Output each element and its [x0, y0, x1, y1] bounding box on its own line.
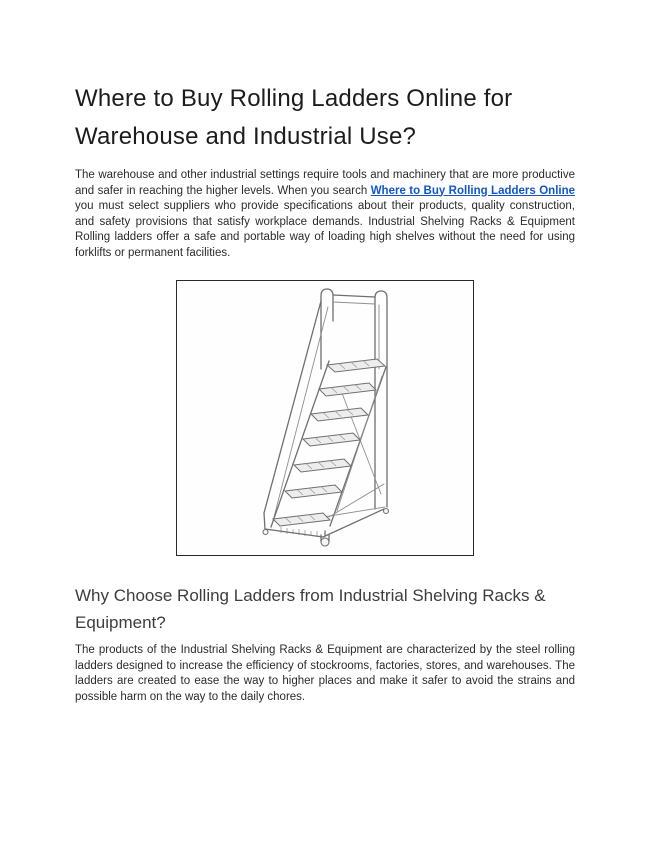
front-caster-wheel	[263, 530, 268, 535]
intro-paragraph	[75, 168, 575, 261]
front-leg	[264, 513, 265, 529]
section-heading: Why Choose Rolling Ladders from Industrial Shelving Racks & Equipment?	[75, 586, 546, 632]
rolling-ladder-illustration	[177, 281, 473, 555]
buy-rolling-ladders-link[interactable]: Where to Buy Rolling Ladders Online	[370, 184, 575, 197]
tread-4	[303, 433, 360, 446]
tread-5	[311, 408, 368, 421]
page-title: Where to Buy Rolling Ladders Online for Warehouse and Industrial Use?	[75, 85, 513, 150]
tread-6	[319, 383, 376, 396]
intro-text-after-link: you must select suppliers who provide specifications about their products, quality construction, and safety provisions that satisfy workplace demands. Industrial Shelving Racks & Equipment Rolling ladders offer a safe and portable way of loading high shelves without the need for using forklifts or permanent facilities.	[75, 200, 575, 259]
top-rail-inner	[333, 302, 375, 304]
tread-2	[285, 485, 342, 498]
top-rail-outer	[333, 295, 375, 297]
ladder-image-frame	[176, 280, 474, 556]
tread-platform	[327, 359, 385, 372]
base-rail-rear	[323, 509, 384, 537]
base-rail-front	[265, 529, 323, 537]
rear-caster-wheel	[384, 509, 389, 514]
section-paragraph: The products of the Industrial Shelving Racks & Equipment are characterized by the steel rolling ladders designed to increase the efficiency of stockrooms, factories, stores, and warehouses. The ladders are created to ease the way to higher places and make it safer to avoid the strains and possible harm on the way to the daily chores.	[75, 644, 575, 703]
tread-1	[273, 513, 330, 526]
center-caster	[321, 531, 329, 546]
intro-text-before-link: The warehouse and other industrial settings require tools and machinery that are more productive and safer in reaching the higher levels. When you search	[75, 169, 575, 197]
tread-3	[294, 459, 351, 472]
right-rear-post	[375, 291, 387, 509]
